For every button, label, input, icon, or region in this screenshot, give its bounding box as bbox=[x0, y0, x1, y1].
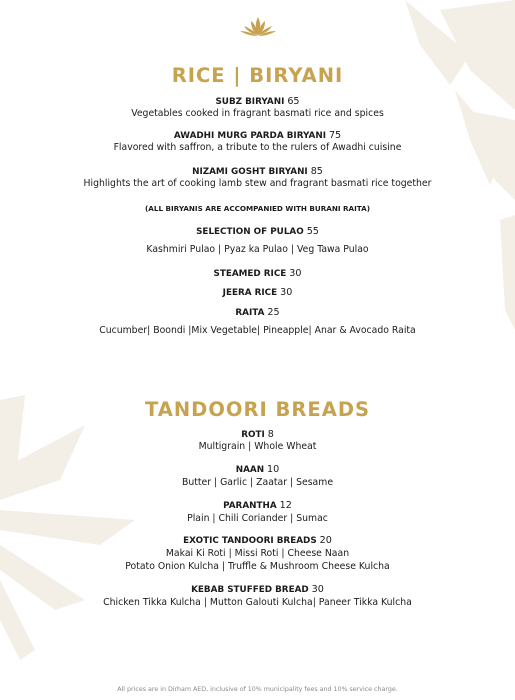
item-description: Vegetables cooked in fragrant basmati rice and spices bbox=[131, 108, 384, 119]
menu-item-kebab-stuffed-bread bbox=[0, 584, 515, 596]
item-price: 12 bbox=[279, 500, 292, 511]
item-name: PARANTHA bbox=[223, 501, 277, 511]
menu-item-exotic-breads bbox=[0, 535, 515, 547]
biryani-note: (ALL BIRYANIS ARE ACCOMPANIED WITH BURANI RAITA) bbox=[145, 204, 370, 213]
menu-item-jeera-rice bbox=[0, 287, 515, 299]
item-name: STEAMED RICE bbox=[213, 269, 287, 279]
menu-item-nizami-biryani bbox=[0, 166, 515, 178]
menu-item-raita bbox=[0, 307, 515, 319]
section-heading-rice: RICE | BIRYANI bbox=[171, 64, 344, 87]
item-price: 10 bbox=[267, 464, 280, 475]
item-name: JEERA RICE bbox=[222, 288, 278, 298]
menu-item-roti bbox=[0, 429, 515, 441]
item-price: 85 bbox=[310, 166, 323, 177]
item-price: 30 bbox=[311, 584, 324, 595]
section-heading-breads: TANDOORI BREADS bbox=[144, 398, 371, 421]
item-price: 65 bbox=[287, 96, 300, 107]
item-description: Highlights the art of cooking lamb stew and fragrant basmati rice together bbox=[83, 178, 432, 189]
menu-item-naan bbox=[0, 464, 515, 476]
menu-item-pulao bbox=[0, 226, 515, 238]
item-name: KEBAB STUFFED BREAD bbox=[191, 585, 309, 595]
item-price: 75 bbox=[328, 130, 342, 141]
item-name: AWADHI MURG PARDA BIRYANI bbox=[173, 131, 326, 141]
item-description: Multigrain | Whole Wheat bbox=[198, 441, 317, 452]
item-name: SUBZ BIRYANI bbox=[215, 97, 285, 107]
item-price: 25 bbox=[267, 307, 280, 318]
item-name: NIZAMI GOSHT BIRYANI bbox=[192, 167, 308, 177]
item-price: 30 bbox=[280, 287, 293, 298]
item-name: EXOTIC TANDOORI BREADS bbox=[183, 536, 317, 546]
item-name: NAAN bbox=[235, 465, 265, 475]
item-description: Cucumber| Boondi |Mix Vegetable| Pineapple| Anar & Avocado Raita bbox=[99, 325, 416, 336]
item-price: 55 bbox=[306, 226, 319, 237]
menu-item-parantha bbox=[0, 500, 515, 512]
menu-item-steamed-rice bbox=[0, 268, 515, 280]
item-name: SELECTION OF PULAO bbox=[196, 227, 304, 237]
item-name: ROTI bbox=[241, 430, 265, 440]
item-description: Butter | Garlic | Zaatar | Sesame bbox=[181, 477, 334, 488]
menu-item-subz-biryani bbox=[0, 96, 515, 108]
item-description: Chicken Tikka Kulcha | Mutton Galouti Kulcha| Paneer Tikka Kulcha bbox=[103, 597, 412, 608]
item-description: Plain | Chili Coriander | Sumac bbox=[187, 513, 328, 524]
item-description: Kashmiri Pulao | Pyaz ka Pulao | Veg Tawa Pulao bbox=[146, 244, 369, 255]
item-price: 20 bbox=[319, 535, 332, 546]
item-name: RAITA bbox=[235, 308, 265, 318]
item-description: Potato Onion Kulcha | Truffle & Mushroom Cheese Kulcha bbox=[125, 561, 390, 572]
item-description: Flavored with saffron, a tribute to the rulers of Awadhi cuisine bbox=[113, 142, 402, 153]
price-footnote: All prices are in Dirham AED, inclusive of 10% municipality fees and 10% service charge. bbox=[117, 686, 398, 693]
item-price: 8 bbox=[267, 429, 274, 440]
item-description: Makai Ki Roti | Missi Roti | Cheese Naan bbox=[165, 548, 350, 559]
menu-item-awadhi-biryani bbox=[0, 130, 515, 142]
item-price: 30 bbox=[289, 268, 302, 279]
